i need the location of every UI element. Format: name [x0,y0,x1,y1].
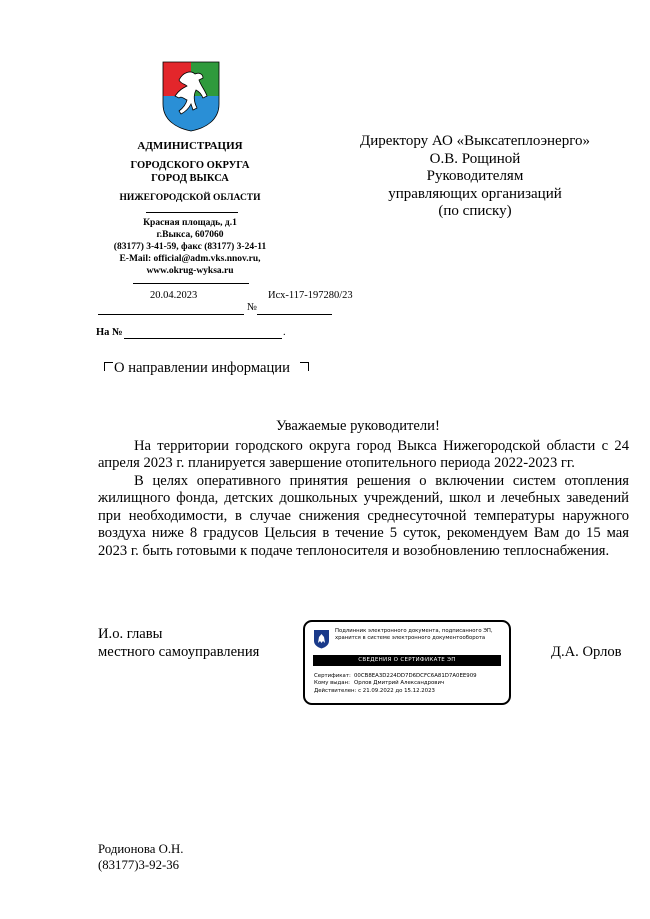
stamp-header-line1: Подлинник электронного документа, подписанного ЭП, [335,628,493,634]
org-city: ГОРОД ВЫКСА [151,173,229,184]
certificate-value: 00CB8EA3D224DD7D6DCFC6A81D7A0EE909 [354,673,477,679]
recipient-line: Руководителям [426,168,524,184]
stamp-details [314,673,477,695]
region-emblem-icon [313,629,330,649]
greeting: Уважаемые руководители! [276,418,440,434]
recipient-line: управляющих организаций [388,185,562,202]
subject-line: О направлении информации [114,360,290,376]
registration-number-line [257,314,332,315]
owner-label: Кому выдан: [314,680,350,687]
reply-to-suffix: . [283,327,286,338]
header-divider [146,212,238,213]
org-address-street: Красная площадь, д.1 [143,218,237,228]
certificate-label: Сертификат: [314,673,351,679]
org-name: АДМИНИСТРАЦИЯ [137,140,243,152]
reply-to-line [124,338,282,339]
header-divider-2 [133,283,249,284]
executor-block [98,842,183,873]
stamp-header-line2: хранится в системе электронного документооборота [335,635,486,641]
org-address-city: г.Выкса, 607060 [156,230,224,240]
stamp-validity-row [314,688,477,695]
validity-value: с 21.09.2022 до 15.12.2023 [358,687,435,694]
validity-label: Действителен: [314,687,357,694]
signatory-position-line2: местного самоуправления [98,643,260,660]
recipient-line: (по списку) [438,203,512,219]
stamp-title-bar: СВЕДЕНИЯ О СЕРТИФИКАТЕ ЭП [313,655,501,666]
org-region: НИЖЕГОРОДСКОЙ ОБЛАСТИ [119,193,261,203]
registration-number-label: № [247,302,258,313]
signatory-position [98,626,259,661]
body-paragraph-1: На территории городского округа город Выкса Нижегородской области с 24 апреля 2023 г. планируется завершение отопительного периода 2022-2023 гг. [98,438,629,472]
registration-date: 20.04.2023 [150,290,198,301]
executor-phone: (83177)3-92-36 [98,857,180,872]
owner-value: Орлов Дмитрий Александрович [354,680,445,687]
signatory-position-line1: И.о. главы [98,626,163,642]
recipient-line: Директору АО «Выксатеплоэнерго» [359,133,590,149]
subject-bracket-right [300,362,309,371]
executor-name: Родионова О.Н. [98,842,184,856]
org-website: www.okrug-wyksa.ru [146,266,234,276]
stamp-owner-row [314,680,477,687]
reply-to-label: На № [96,327,123,338]
city-coat-of-arms-logo [161,60,221,132]
org-phones: (83177) 3-41-59, факс (83177) 3-24-11 [113,242,267,252]
recipient-block [350,133,600,221]
stamp-header [335,628,507,642]
registration-date-line [98,314,244,315]
signatory-name: Д.А. Орлов [551,644,622,660]
electronic-signature-stamp [303,620,511,705]
org-email: E-Mail: official@adm.vks.nnov.ru, [119,254,261,264]
body-paragraph-2: В целях оперативного принятия решения о включении систем отопления жилищного фонда, детских дошкольных учреждений, школ и лечебных заведений при необходимости, в случае снижения среднесуточной температуры наружного воздуха ниже 8 градусов Цельсия в течение 5 суток, рекомендуем Вам до 15 мая 2023 г. быть готовыми к подаче теплоносителя и возобновлению теплоснабжения. [98,473,629,559]
registration-number: Исх-117-197280/23 [268,290,353,301]
org-district: ГОРОДСКОГО ОКРУГА [130,160,250,171]
subject-bracket-left [104,362,113,371]
recipient-line: О.В. Рощиной [429,150,521,167]
